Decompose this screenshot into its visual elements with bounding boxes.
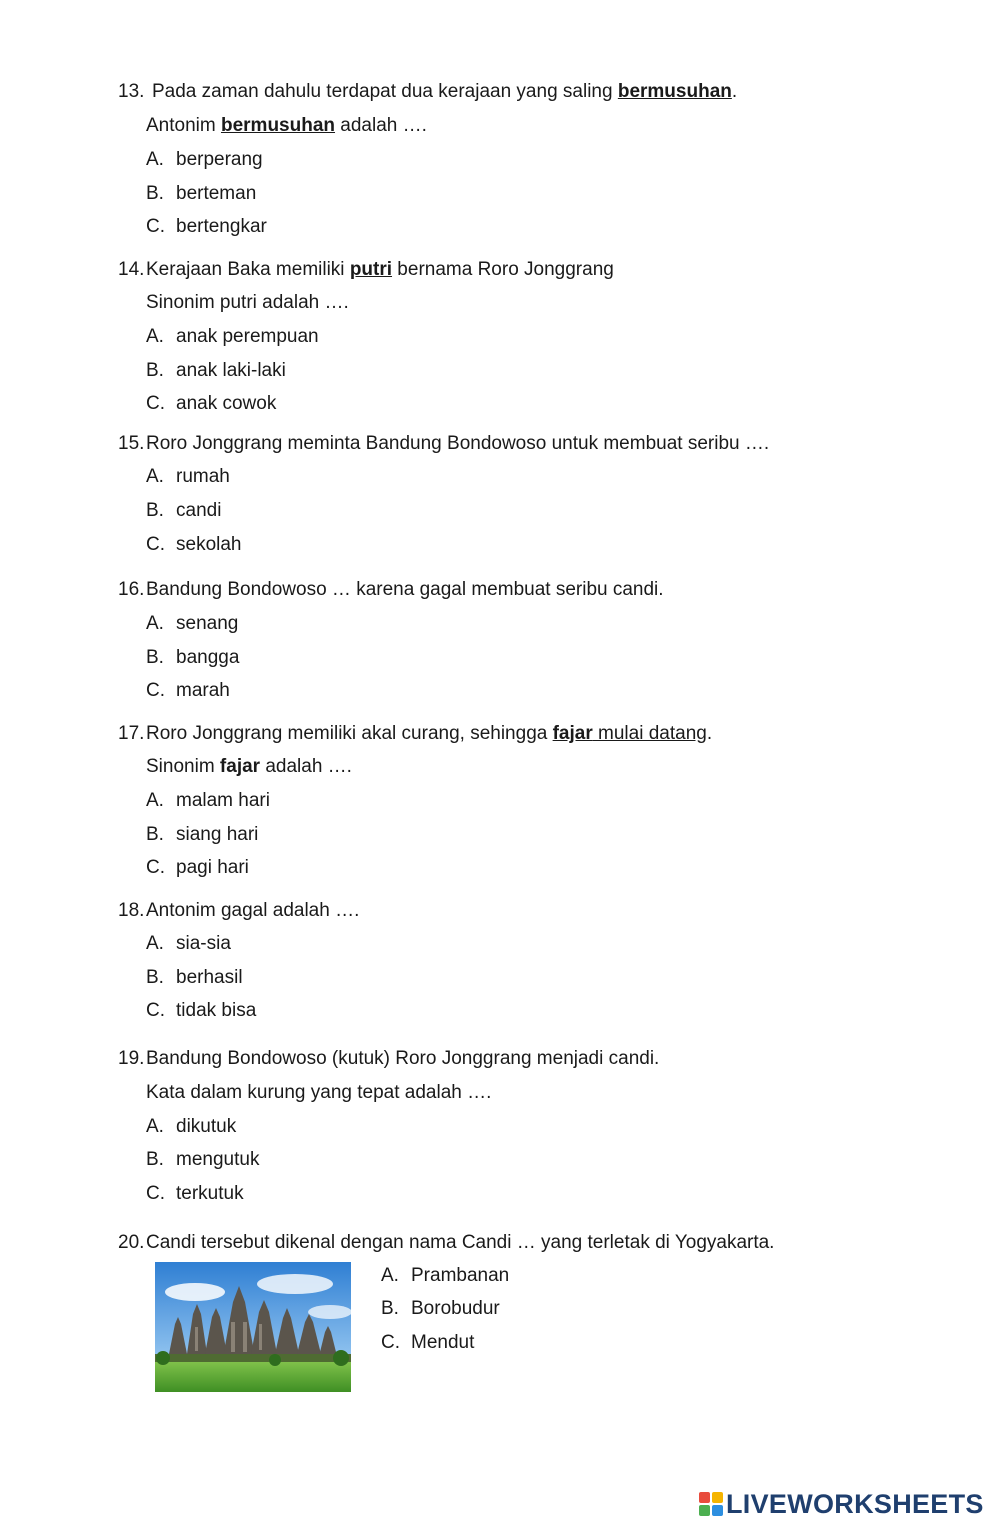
q20-option-c[interactable]: C. Mendut bbox=[381, 1332, 475, 1353]
q14-prompt: Sinonim putri adalah …. bbox=[146, 292, 349, 313]
q18-option-a[interactable]: A. sia-sia bbox=[146, 933, 231, 954]
q14-keyword: putri bbox=[349, 259, 393, 280]
q19-question: Bandung Bondowoso (kutuk) Roro Jonggrang menjadi candi. bbox=[146, 1048, 660, 1069]
q14-option-c[interactable]: C. anak cowok bbox=[146, 393, 277, 414]
q17-option-c[interactable]: C. pagi hari bbox=[146, 857, 249, 878]
q14-question: Kerajaan Baka memiliki putri bernama Roro Jonggrang bbox=[146, 259, 614, 280]
q14-option-a[interactable]: A. anak perempuan bbox=[146, 326, 319, 347]
q16-option-b[interactable]: B. bangga bbox=[146, 647, 240, 668]
q17-number: 17. bbox=[118, 723, 145, 744]
q18-question: Antonim gagal adalah …. bbox=[146, 900, 360, 921]
q16-option-c[interactable]: C. marah bbox=[146, 680, 230, 701]
q18-option-b[interactable]: B. berhasil bbox=[146, 967, 243, 988]
q13-option-c[interactable]: C. bertengkar bbox=[146, 216, 267, 237]
q17-question: Roro Jonggrang memiliki akal curang, sehingga fajar mulai datang. bbox=[146, 723, 713, 744]
q15-question: Roro Jonggrang meminta Bandung Bondowoso untuk membuat seribu …. bbox=[146, 433, 770, 454]
q15-option-a[interactable]: A. rumah bbox=[146, 466, 230, 487]
q20-number: 20. bbox=[118, 1232, 145, 1253]
q19-option-a[interactable]: A. dikutuk bbox=[146, 1116, 237, 1137]
q13-option-b[interactable]: B. berteman bbox=[146, 183, 257, 204]
q13-keyword: bermusuhan bbox=[617, 81, 732, 102]
q17-prompt: Sinonim fajar adalah …. bbox=[146, 756, 352, 777]
q13-number: 13. bbox=[118, 81, 145, 102]
q16-number: 16. bbox=[118, 579, 145, 600]
q17-keyword: fajar bbox=[552, 723, 593, 744]
q18-number: 18. bbox=[118, 900, 145, 921]
q20-question: Candi tersebut dikenal dengan nama Candi … yang terletak di Yogyakarta. bbox=[146, 1232, 775, 1253]
q13-option-a[interactable]: A. berperang bbox=[146, 149, 263, 170]
q19-option-c[interactable]: C. terkutuk bbox=[146, 1183, 244, 1204]
q14-option-b[interactable]: B. anak laki-laki bbox=[146, 360, 286, 381]
q15-option-b[interactable]: B. candi bbox=[146, 500, 222, 521]
q15-option-c[interactable]: C. sekolah bbox=[146, 534, 242, 555]
q17-option-a[interactable]: A. malam hari bbox=[146, 790, 270, 811]
q19-prompt: Kata dalam kurung yang tepat adalah …. bbox=[146, 1082, 492, 1103]
liveworksheets-logo[interactable] bbox=[698, 1488, 984, 1520]
liveworksheets-logo-text: LIVEWORKSHEETS bbox=[726, 1488, 984, 1519]
q20-option-a[interactable]: A. Prambanan bbox=[381, 1265, 510, 1286]
q15-number: 15. bbox=[118, 433, 145, 454]
q19-number: 19. bbox=[118, 1048, 145, 1069]
q19-option-b[interactable]: B. mengutuk bbox=[146, 1149, 260, 1170]
q16-option-a[interactable]: A. senang bbox=[146, 613, 239, 634]
q16-question: Bandung Bondowoso … karena gagal membuat seribu candi. bbox=[146, 579, 664, 600]
q13-question: Pada zaman dahulu terdapat dua kerajaan yang saling bermusuhan. bbox=[152, 81, 738, 102]
q20-option-b[interactable]: B. Borobudur bbox=[381, 1298, 500, 1319]
prambanan-temple-photo bbox=[155, 1262, 351, 1392]
liveworksheets-logo-icon bbox=[698, 1491, 724, 1517]
q14-number: 14. bbox=[118, 259, 145, 280]
q17-option-b[interactable]: B. siang hari bbox=[146, 824, 259, 845]
q13-prompt: Antonim bermusuhan adalah …. bbox=[146, 115, 427, 136]
q18-option-c[interactable]: C. tidak bisa bbox=[146, 1000, 257, 1021]
